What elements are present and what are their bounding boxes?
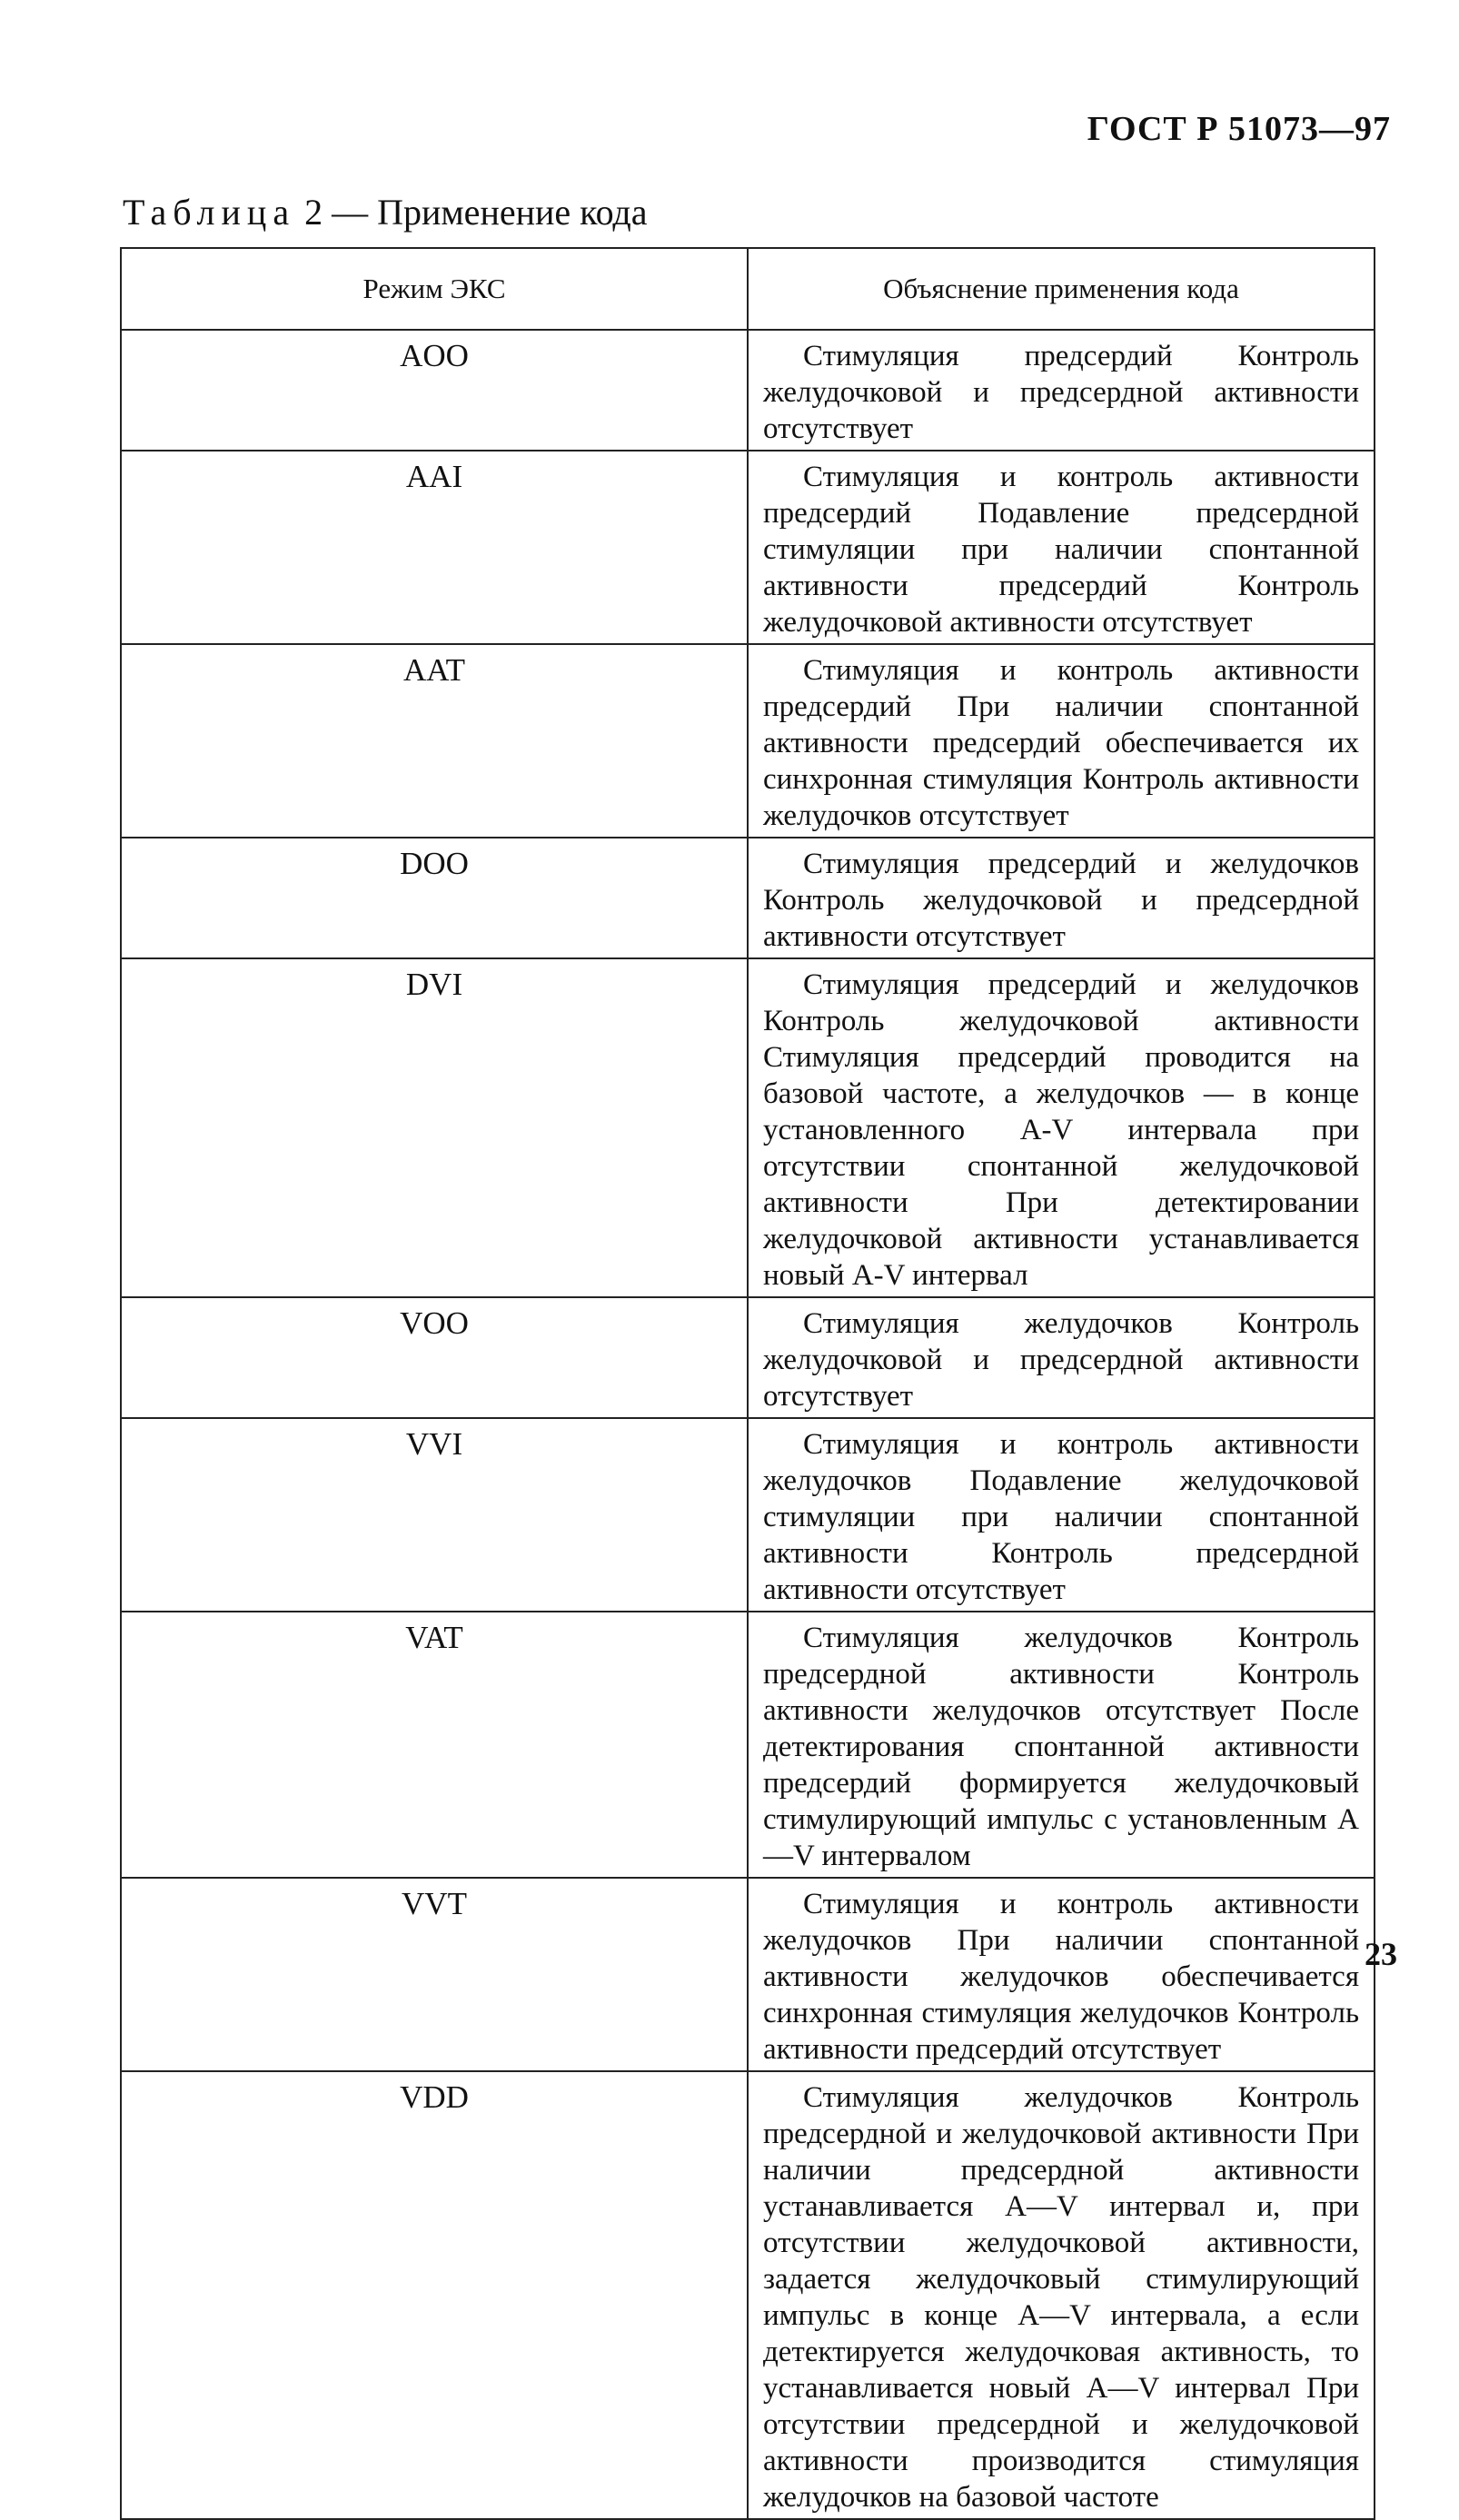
description-cell (748, 1878, 1375, 2071)
mode-cell: AAI (121, 451, 748, 644)
description-text: Стимуляция желудочков Контроль предсердной и желудочковой активности При наличии предсердной активности устанавливается A—V интервал и, при отсутствии желудочковой активности, задается желудочковый стимулирующий импульс в конце A—V интервала, а если детектируется желудочковая активность, то устанавливается новый A—V интервал При отсутствии предсердной и желудочковой активности производится стимуляция желудочков на базовой частоте (763, 2081, 1359, 2514)
table-caption-title: 2 — Применение кода (295, 192, 648, 233)
description-text: Стимуляция и контроль активности предсердий При наличии спонтанной активности предсердий обеспечивается их синхронная стимуляция Контроль активности желудочков отсутствует (763, 654, 1359, 832)
mode-cell: VDD (121, 2071, 748, 2519)
column-header-mode: Режим ЭКС (121, 248, 748, 330)
description-text: Стимуляция и контроль активности желудочков При наличии спонтанной активности желудочков обеспечивается синхронная стимуляция желудочков Контроль активности предсердий отсутствует (763, 1888, 1359, 2066)
table-caption-word: Таблица (123, 192, 296, 233)
description-text: Стимуляция предсердий и желудочков Контроль желудочковой активности Стимуляция предсердий проводится на базовой частоте, а желудочков — в конце установленного A-V интервала при отсутствии спонтанной желудочковой активности При детектировании желудочковой активности устанавливается новый A-V интервал (763, 968, 1359, 1292)
description-text: Стимуляция и контроль активности предсердий Подавление предсердной стимуляции при наличии спонтанной активности предсердий Контроль желудочковой активности отсутствует (763, 461, 1359, 639)
standard-designation: ГОСТ Р 51073—97 (1087, 110, 1391, 148)
description-text: Стимуляция предсердий Контроль желудочковой и предсердной активности отсутствует (763, 340, 1359, 445)
table-row (121, 1418, 1375, 1612)
table-row (121, 1878, 1375, 2071)
mode-cell: VVI (121, 1418, 748, 1612)
description-cell (748, 1297, 1375, 1418)
mode-cell: VVT (121, 1878, 748, 2071)
table-row (121, 1297, 1375, 1418)
table-row (121, 958, 1375, 1297)
description-cell (748, 330, 1375, 451)
mode-cell: DVI (121, 958, 748, 1297)
description-text: Стимуляция предсердий и желудочков Контроль желудочковой и предсердной активности отсутствует (763, 848, 1359, 953)
code-application-table (120, 247, 1375, 2520)
description-cell (748, 1418, 1375, 1612)
description-text: Стимуляция желудочков Контроль предсердной активности Контроль активности желудочков отсутствует После детектирования спонтанной активности предсердий формируется желудочковый стимулирующий импульс с установленным A—V интервалом (763, 1622, 1359, 1872)
table-header-row (121, 248, 1375, 330)
description-cell (748, 958, 1375, 1297)
mode-cell: VOO (121, 1297, 748, 1418)
mode-cell: DOO (121, 838, 748, 958)
column-header-description: Объяснение применения кода (748, 248, 1375, 330)
table-row (121, 330, 1375, 451)
table-row (121, 838, 1375, 958)
mode-cell: AOO (121, 330, 748, 451)
description-text: Стимуляция и контроль активности желудочков Подавление желудочковой стимуляции при наличии спонтанной активности Контроль предсердной активности отсутствует (763, 1428, 1359, 1606)
table-row (121, 644, 1375, 838)
table-caption (123, 191, 648, 233)
table-row (121, 451, 1375, 644)
description-text: Стимуляция желудочков Контроль желудочковой и предсердной активности отсутствует (763, 1307, 1359, 1413)
description-cell (748, 644, 1375, 838)
table-row (121, 2071, 1375, 2519)
page-number: 23 (1365, 1936, 1397, 1972)
description-cell (748, 2071, 1375, 2519)
table-row (121, 1612, 1375, 1878)
mode-cell: AAT (121, 644, 748, 838)
description-cell (748, 838, 1375, 958)
description-cell (748, 451, 1375, 644)
mode-cell: VAT (121, 1612, 748, 1878)
description-cell (748, 1612, 1375, 1878)
